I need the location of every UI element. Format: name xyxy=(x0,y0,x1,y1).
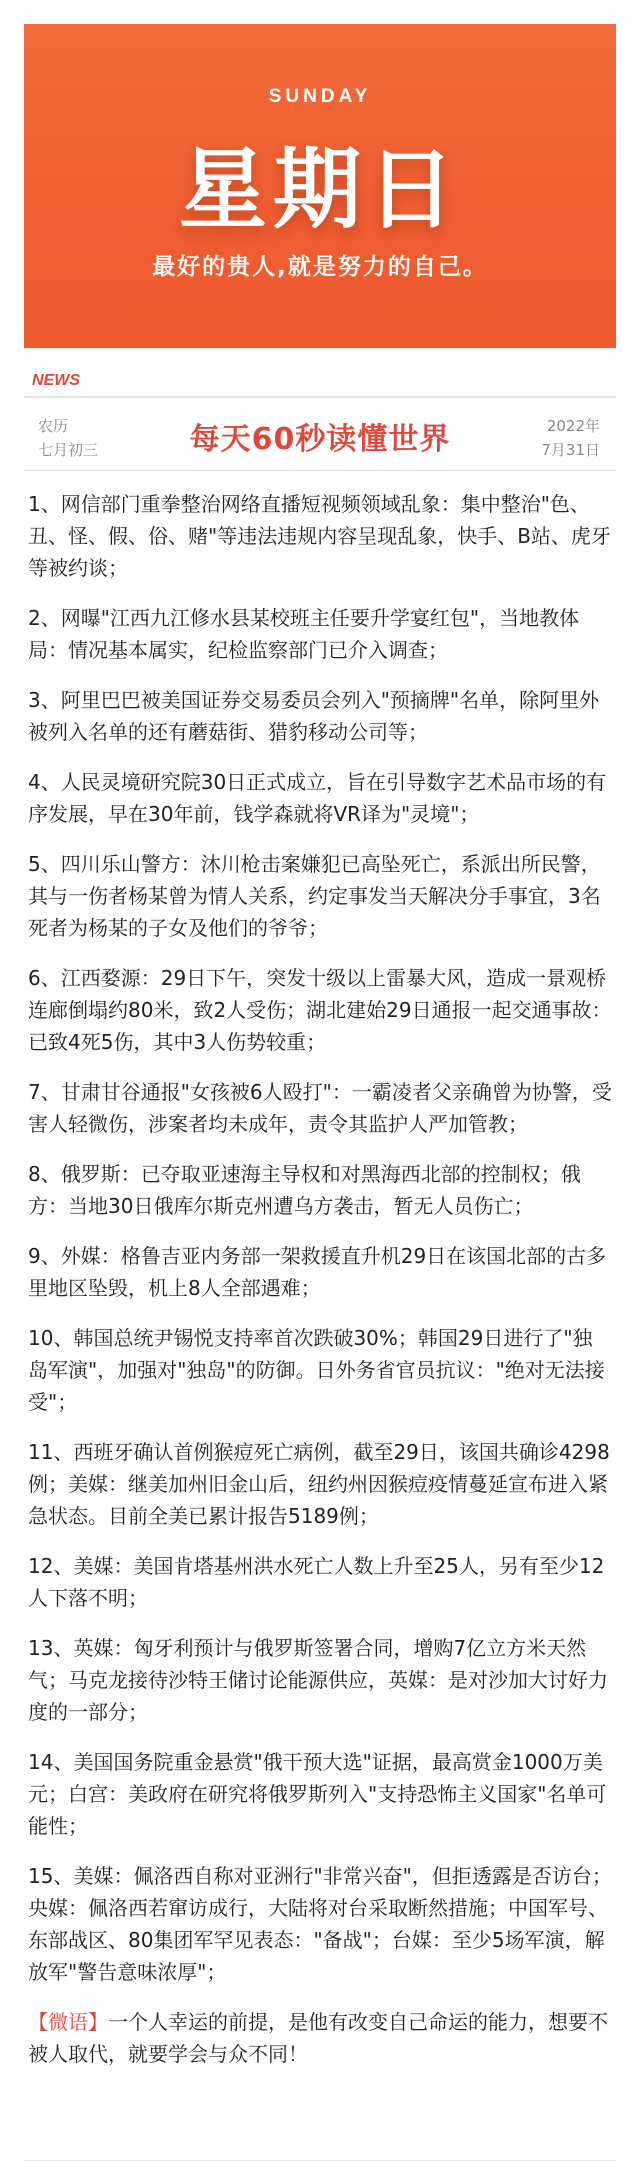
news-item: 11、西班牙确认首例猴痘死亡病例，截至29日，该国共确诊4298例；美媒：继美加州旧金山后，纽约州因猴痘疫情蔓延宣布进入紧急状态。目前全美已累计报告5189例； xyxy=(28,1440,610,1528)
news-item: 14、美国国务院重金悬赏"俄干预大选"证据，最高赏金1000万美元；白宫：美政府在研究将俄罗斯列入"支持恐怖主义国家"名单可能性； xyxy=(28,1750,607,1838)
banner-day-en: SUNDAY xyxy=(268,86,372,107)
news-item: 2、网曝"江西九江修水县某校班主任要升学宴红包"，当地教体局：情况基本属实，纪检监察部门已介入调查； xyxy=(28,606,580,662)
closing-quote-text: 一个人幸运的前提，是他有改变自己命运的能力，想要不被人取代，就要学会与众不同！ xyxy=(28,2010,608,2066)
news-item: 7、甘肃甘谷通报"女孩被6人殴打"：一霸凌者父亲确曾为协警，受害人轻微伤，涉案者均未成年，责令其监护人严加管教； xyxy=(28,1080,612,1136)
news-item: 6、江西婺源：29日下午，突发十级以上雷暴大风，造成一景观桥连廊倒塌约80米，致2人受伤；湖北建始29日通报一起交通事故：已致4死5伤，其中3人伤势较重； xyxy=(28,966,612,1054)
news-list xyxy=(28,488,612,2070)
news-item: 4、人民灵境研究院30日正式成立，旨在引导数字艺术品市场的有序发展，早在30年前，钱学森就将VR译为"灵境"； xyxy=(28,770,607,826)
lunar-label: 农历 xyxy=(38,417,69,435)
date-year: 2022年 xyxy=(546,417,600,435)
banner-day-cn: 星期日 xyxy=(178,138,461,241)
news-item: 3、阿里巴巴被美国证券交易委员会列入"预摘牌"名单，除阿里外被列入名单的还有蘑菇街、猎豹移动公司等； xyxy=(28,688,600,744)
news-item: 5、四川乐山警方：沐川枪击案嫌犯已高坠死亡，系派出所民警，其与一伤者杨某曾为情人关系，约定事发当天解决分手事宜，3名死者为杨某的子女及他们的爷爷； xyxy=(28,852,601,940)
divider xyxy=(24,396,616,398)
closing-quote-tag: 【微语】 xyxy=(28,2010,108,2034)
date-month-day: 7月31日 xyxy=(541,441,600,459)
news-item: 1、网信部门重拳整治网络直播短视频领域乱象：集中整治"色、丑、怪、假、俗、赌"等违法违规内容呈现乱象，快手、B站、虎牙等被约谈； xyxy=(28,492,611,580)
divider xyxy=(24,470,616,471)
closing-quote xyxy=(28,2006,612,2070)
divider xyxy=(24,2160,616,2161)
news-item: 12、美媒：美国肯塔基州洪水死亡人数上升至25人，另有至少12人下落不明； xyxy=(28,1554,605,1610)
date-block xyxy=(541,414,600,462)
news-item: 8、俄罗斯：已夺取亚速海主导权和对黑海西北部的控制权；俄方：当地30日俄库尔斯克州遭乌方袭击，暂无人员伤亡； xyxy=(28,1162,581,1218)
news-item: 15、美媒：佩洛西自称对亚洲行"非常兴奋"，但拒透露是否访台；央媒：佩洛西若窜访成行，大陆将对台采取断然措施；中国军号、东部战区、80集团军罕见表态："备战"；台媒：至少5场军演，解放军"警告意味浓厚"； xyxy=(28,1864,612,1984)
news-item: 9、外媒：格鲁吉亚内务部一架救援直升机29日在该国北部的古多里地区坠毁，机上8人全部遇难； xyxy=(28,1244,607,1300)
lunar-date: 七月初三 xyxy=(38,441,99,459)
news-tag: NEWS xyxy=(32,372,80,389)
news-item: 10、韩国总统尹锡悦支持率首次跌破30%；韩国29日进行了"独岛军演"，加强对"独岛"的防御。日外务省官员抗议："绝对无法接受"； xyxy=(28,1326,605,1414)
header-banner xyxy=(24,24,616,348)
news-item: 13、英媒：匈牙利预计与俄罗斯签署合同，增购7亿立方米天然气；马克龙接待沙特王储讨论能源供应，英媒：是对沙加大讨好力度的一部分； xyxy=(28,1636,608,1724)
banner-motto: 最好的贵人,就是努力的自己。 xyxy=(152,254,488,280)
page-title: 每天60秒读懂世界 xyxy=(189,422,451,457)
